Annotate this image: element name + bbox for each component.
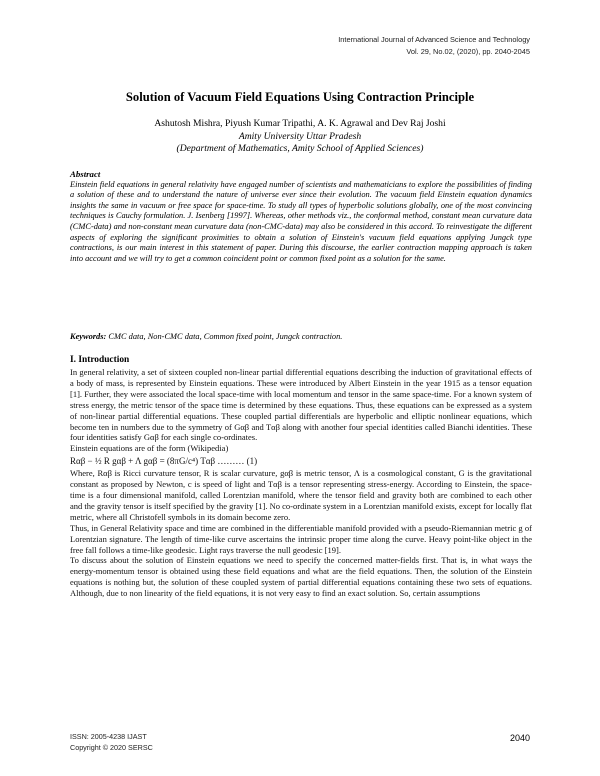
abstract-text-before: Einstein field equations in general relativity have engaged number of scientists and mathematicians to explore the possibilities of finding a solution of these and to understand the nature of universe ever since their evolution. The vacuum field Einstein equation dynamics insights the same in vacuum or free space for space-time. To study all types of hyperbolic solutions globally, one of the most convincing techniques is Cauchy formulation. J. Isenberg [1997]. Whereas, other methods viz., the conformal method, constant mean curvature data [70, 179, 532, 221]
abstract-text [70, 180, 532, 265]
keywords [70, 331, 532, 342]
authors-block [0, 118, 600, 156]
journal-volume: Vol. 29, No.02, (2020), pp. 2040-2045 [406, 47, 530, 56]
intro-paragraph-4: Thus, in General Relativity space and time are combined in the differentiable manifold provided with a pseudo-Riemannian metric g of Lorentzian signature. The length of time-like curve ascertains the intrinsic proper time along the curve. Heavy point-like object in the free fall follows a time-like geodesic. Light rays traverse the null geodesic [19]. [70, 522, 532, 555]
introduction-body [70, 367, 532, 599]
abstract [70, 169, 532, 264]
page-number: 2040 [509, 733, 530, 743]
footer-copyright: Copyright © 2020 SERSC [70, 743, 153, 752]
journal-header [338, 34, 530, 58]
intro-paragraph-2: Einstein equations are of the form (Wikipedia) [70, 443, 229, 454]
intro-paragraph-3: Where, Rαβ is Ricci curvature tensor, R is scalar curvature, gαβ is metric tensor, Λ is a cosmological constant, G is the gravitational constant as proposed by Newton, c is speed of light and Tαβ is a tensor representing stress-energy. According to Einstein, the space-time is a four dimensional manifold, called Lorentzian manifold, where the tensor field and gravity both are combined to each other and the gravity tensor is itself specified by the gravity [1]. No co-ordinate system in a Lorentzian manifold exists, except for locally flat metric, where all Christofell symbols in its domain become zero. [70, 468, 532, 522]
intro-paragraph-1: In general relativity, a set of sixteen coupled non-linear partial differential equations describing the induction of gravitational effects of a body of mass, is represented by Einstein equations. These were introduced by Albert Einstein in the year 1915 as a tensor equation [1]. Further, they were associated the local space-time with local momentum and tensor in the same space-time. For a known system of stress energy, the metric tensor of the space time is determined by these equations. Thus, these equations can be expressed as a system of non-linear partial differential equations. These coupled partial differentials are hyperbolic and elliptic nonlinear equations, which become ten in numbers due to the symmetry of Gαβ and Tαβ along with another four special identities called Bianchi identities. These four identities satisfy Gαβ for each single co-ordinates. [70, 367, 532, 443]
author-university: Amity University Uttar Pradesh [238, 130, 362, 142]
paper-title: Solution of Vacuum Field Equations Using Contraction Principle [125, 90, 475, 104]
abstract-text-after: (CMC-data) and non-constant mean curvature data (non-CMC-data) may also be considered in this accord. To reinvestigate the different aspects of exploring the significant proximities to obtain a solution of Einstein's vacuum field equations applying Jungck type contractions, is our main interest in this statement of paper. During this discourse, the earlier contraction mapping approach is taken into account and we will try to get a common coincident point or common fixed point as a solution for the same. [70, 221, 532, 263]
keywords-label: Keywords: [70, 332, 107, 341]
einstein-equation: Rαβ − ½ R gαβ + Λ gαβ = (8πG/c⁴) Tαβ ……… (1) [70, 456, 258, 467]
author-department: (Department of Mathematics, Amity School of Applied Sciences) [176, 143, 424, 155]
footer-left [70, 731, 153, 753]
intro-paragraph-5: To discuss about the solution of Einstein equations we need to specify the concerned matter-fields first. That is, in what ways the energy-momentum tensor is obtained using these field equations and what are the field equations. Then, the solution of the Einstein equations is nothing but, the solution of these coupled system of partial differential equations containing these two sets of equations. Although, due to non linearity of the field equations, it is not very easy to find an exact solution. So, certain assumptions [70, 555, 532, 599]
keywords-text: CMC data, Non-CMC data, Common fixed point, Jungck contraction. [106, 332, 343, 341]
journal-name: International Journal of Advanced Science and Technology [338, 35, 530, 44]
author-names: Ashutosh Mishra, Piyush Kumar Tripathi, A. K. Agrawal and Dev Raj Joshi [154, 118, 446, 129]
abstract-heading: Abstract [70, 169, 101, 179]
footer-issn: ISSN: 2005-4238 IJAST [70, 732, 147, 741]
introduction-heading: I. Introduction [70, 355, 130, 365]
